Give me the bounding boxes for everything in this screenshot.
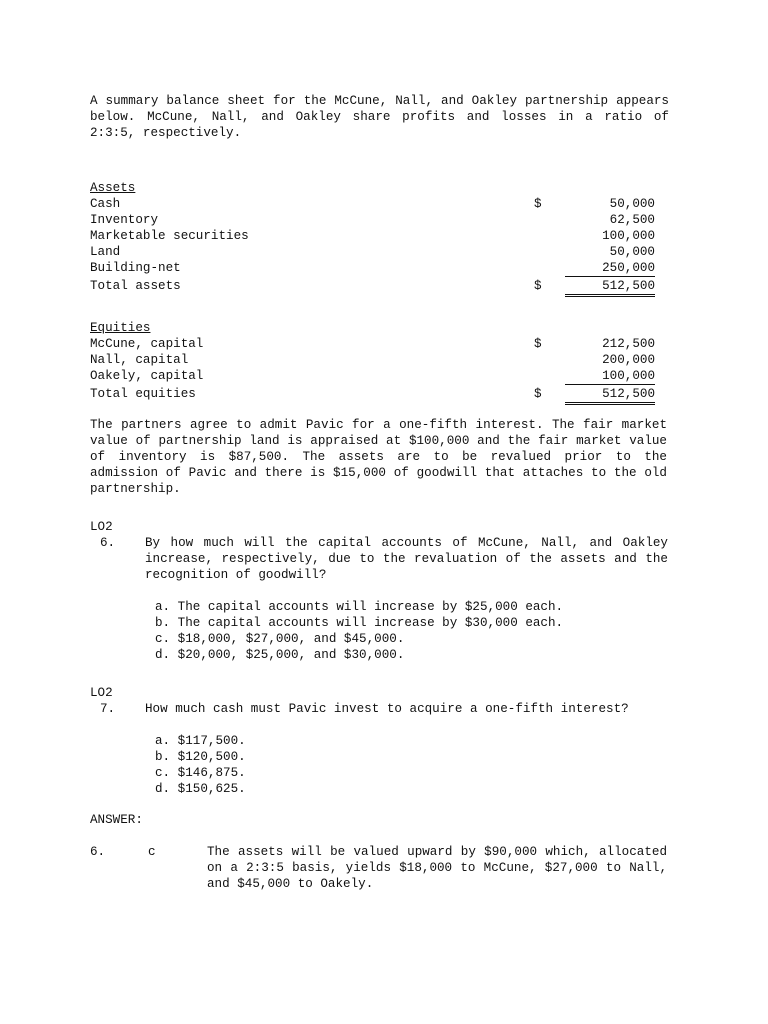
learning-objective-label: LO2 bbox=[90, 520, 113, 534]
answer-row bbox=[90, 844, 670, 892]
balance-row-inventory bbox=[90, 212, 655, 228]
balance-row-building-net bbox=[90, 260, 655, 276]
option-b: b. $120,500. bbox=[155, 750, 246, 764]
answer-letter: c bbox=[148, 845, 156, 859]
row-amount: 512,500 bbox=[565, 278, 655, 297]
answer-options bbox=[155, 599, 670, 663]
assets-heading: Assets bbox=[90, 181, 136, 195]
balance-row-land bbox=[90, 244, 655, 260]
learning-objective-label: LO2 bbox=[90, 686, 113, 700]
equities-heading: Equities bbox=[90, 321, 151, 335]
document-page bbox=[90, 93, 670, 892]
row-label: Total equities bbox=[90, 387, 196, 401]
row-label: McCune, capital bbox=[90, 337, 204, 351]
row-amount: 50,000 bbox=[609, 245, 655, 259]
option-d: d. $20,000, $25,000, and $30,000. bbox=[155, 648, 405, 662]
balance-row-total-assets bbox=[90, 278, 655, 296]
question-text: By how much will the capital accounts of McCune, Nall, and Oakley increase, respectively, due to the revaluation of the assets and the recognition of goodwill? bbox=[145, 536, 668, 582]
row-label: Cash bbox=[90, 197, 121, 211]
option-b: b. The capital accounts will increase by $30,000 each. bbox=[155, 616, 564, 630]
balance-row-total-equities bbox=[90, 386, 655, 404]
balance-row-cash bbox=[90, 196, 655, 212]
equities-section bbox=[90, 296, 670, 404]
row-amount: 50,000 bbox=[609, 197, 655, 211]
answer-number: 6. bbox=[90, 845, 106, 859]
balance-row-marketable-securities bbox=[90, 228, 655, 244]
question-number: 6. bbox=[100, 536, 116, 550]
row-label: Land bbox=[90, 245, 121, 259]
row-amount: 62,500 bbox=[609, 213, 655, 227]
row-amount: 100,000 bbox=[565, 368, 655, 385]
row-label: Total assets bbox=[90, 279, 181, 293]
assets-section bbox=[90, 141, 670, 296]
row-label: Building-net bbox=[90, 261, 181, 275]
balance-row-mccune-capital bbox=[90, 336, 655, 352]
question-7 bbox=[90, 685, 670, 797]
intro-paragraph: A summary balance sheet for the McCune, Nall, and Oakley partnership appears below. McCune, Nall, and Oakley share profits and losses in a ratio of 2:3:5, respectively. bbox=[90, 94, 669, 140]
row-amount: 212,500 bbox=[602, 337, 655, 351]
row-label: Inventory bbox=[90, 213, 159, 227]
row-amount: 512,500 bbox=[565, 386, 655, 405]
row-label: Marketable securities bbox=[90, 229, 249, 243]
row-currency: $ bbox=[534, 279, 542, 293]
row-amount: 100,000 bbox=[602, 229, 655, 243]
option-a: a. The capital accounts will increase by $25,000 each. bbox=[155, 600, 564, 614]
option-d: d. $150,625. bbox=[155, 782, 246, 796]
row-amount: 200,000 bbox=[602, 353, 655, 367]
option-c: c. $18,000, $27,000, and $45,000. bbox=[155, 632, 405, 646]
answer-explanation: The assets will be valued upward by $90,000 which, allocated on a 2:3:5 basis, yields $18,000 to McCune, $27,000 to Nall, and $45,000 to Oakely. bbox=[207, 845, 667, 891]
scenario-paragraph: The partners agree to admit Pavic for a one-fifth interest. The fair market value of partnership land is appraised at $100,000 and the fair market value of inventory is $87,500. The assets are to be revalued prior to the admission of Pavic and there is $15,000 of goodwill that attaches to the old partnership. bbox=[90, 418, 667, 496]
balance-row-oakely-capital bbox=[90, 368, 655, 384]
answer-options bbox=[155, 733, 670, 797]
question-6 bbox=[90, 519, 670, 663]
answer-heading: ANSWER: bbox=[90, 813, 143, 827]
row-label: Oakely, capital bbox=[90, 369, 204, 383]
option-a: a. $117,500. bbox=[155, 734, 246, 748]
row-label: Nall, capital bbox=[90, 353, 189, 367]
question-number: 7. bbox=[100, 702, 116, 716]
option-c: c. $146,875. bbox=[155, 766, 246, 780]
row-currency: $ bbox=[534, 387, 542, 401]
balance-row-nall-capital bbox=[90, 352, 655, 368]
row-amount: 250,000 bbox=[565, 260, 655, 277]
question-text: How much cash must Pavic invest to acquire a one-fifth interest? bbox=[145, 702, 629, 716]
row-currency: $ bbox=[534, 337, 542, 351]
row-currency: $ bbox=[534, 197, 542, 211]
